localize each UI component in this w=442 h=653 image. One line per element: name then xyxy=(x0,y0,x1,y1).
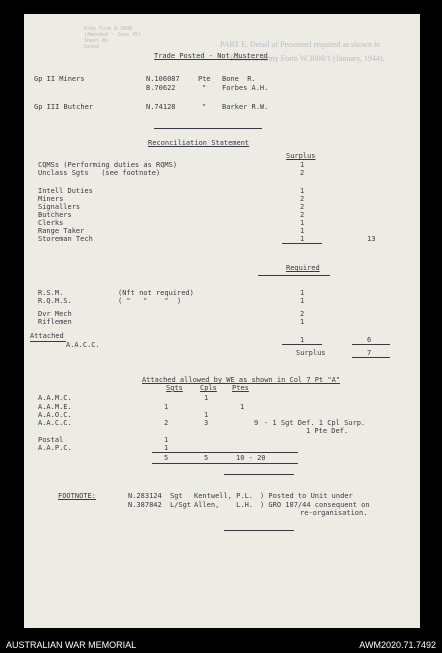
surplus-row-value: 1 xyxy=(300,227,305,235)
column-header: Ptes xyxy=(232,384,249,392)
table-cell: 1 xyxy=(164,444,169,452)
surplus-row-value: 1 xyxy=(300,235,305,243)
surplus-row-value: 2 xyxy=(300,203,305,211)
table-cell: 1 xyxy=(164,436,169,444)
table-cell: 1 xyxy=(204,411,209,419)
surplus-row-label: Unclass Sgts (see footnote) xyxy=(38,169,161,177)
form-stamp-line-1: Army Form W.3008 xyxy=(84,26,133,32)
form-part-title: PART E. Detail of Personnel required as shown in xyxy=(220,40,381,49)
required-heading: Required xyxy=(286,264,320,272)
surplus-row-value: 2 xyxy=(300,169,305,177)
table-cell: 1 xyxy=(164,403,169,411)
total-rule xyxy=(282,243,322,244)
footnote-text: re-organisation. xyxy=(300,509,368,517)
required-row-value: 1 xyxy=(300,318,305,326)
surplus-row-label: Butchers xyxy=(38,211,72,219)
table-row-unit: A.A.C.C. xyxy=(38,419,72,427)
footnote-label: FOOTNOTE: xyxy=(58,492,96,500)
surplus-row-label: Clerks xyxy=(38,219,64,227)
trade-name: Forbes A.H. xyxy=(222,84,269,92)
attached-value: 1 xyxy=(300,336,305,344)
column-header: Cpls xyxy=(200,384,217,392)
required-row-value: 1 xyxy=(300,297,305,305)
table-total: 5 xyxy=(204,454,209,462)
total-rule xyxy=(282,344,322,345)
trade-rank: " xyxy=(202,103,207,111)
trade-rank: Pte xyxy=(198,75,211,83)
footnote-name: Kentwell, P.L. xyxy=(194,492,254,500)
attached-rule xyxy=(30,341,66,342)
required-row-label: R.Q.M.S. xyxy=(38,297,72,305)
trade-rank: " xyxy=(202,84,207,92)
table-note: - 1 Sgt Def. 1 Cpl Surp. xyxy=(264,419,366,427)
table-row-unit: A.A.P.C. xyxy=(38,444,72,452)
total-rule xyxy=(352,357,390,358)
trade-number: N.74128 xyxy=(146,103,176,111)
column-header: Sgts xyxy=(166,384,183,392)
table-cell: 1 xyxy=(240,403,245,411)
footnote-name: Allen, L.H. xyxy=(194,501,254,509)
divider xyxy=(224,474,294,475)
surplus-net-label: Surplus xyxy=(296,349,326,357)
trade-section-title: Trade Posted - Not Mustered xyxy=(154,52,268,60)
surplus-net: 7 xyxy=(367,349,372,357)
surplus-row-label: CQMSs (Performing duties as RQMS) xyxy=(38,161,178,169)
surplus-row-label: Signallers xyxy=(38,203,81,211)
table-row-unit: A.A.M.C. xyxy=(38,394,72,402)
divider xyxy=(154,128,262,129)
surplus-row-value: 1 xyxy=(300,219,305,227)
reconciliation-title: Reconciliation Statement xyxy=(148,139,250,147)
footnote-number: N.387842 xyxy=(128,501,162,509)
attached-table-title: Attached allowed by WE as shown in Col 7 Pt "A" xyxy=(142,376,341,384)
not-required-note: (Nft not required) xyxy=(118,289,194,297)
footnote-number: N.283124 xyxy=(128,492,162,500)
table-note: 1 Pte Def. xyxy=(306,427,349,435)
divider xyxy=(224,530,294,531)
surplus-row-label: Miners xyxy=(38,195,64,203)
table-cell: 1 xyxy=(204,394,209,402)
surplus-heading: Surplus xyxy=(286,152,316,160)
table-row-unit: Postal xyxy=(38,436,64,444)
surplus-row-value: 2 xyxy=(300,195,305,203)
footnote-rank: Sgt xyxy=(170,492,183,500)
required-row-label: R.S.M. xyxy=(38,289,64,297)
total-rule xyxy=(152,463,298,464)
form-part-subtitle: Part A of Army Form W.3008/1 (January, 1944). xyxy=(230,54,385,63)
table-row-unit: A.A.M.E. xyxy=(38,403,72,411)
total-rule xyxy=(352,344,390,345)
total-rule xyxy=(152,452,298,453)
table-row-unit: A.A.O.C. xyxy=(38,411,72,419)
trade-name: Barker R.W. xyxy=(222,103,269,111)
document-page xyxy=(24,14,420,628)
required-row-label: Riflemen xyxy=(38,318,72,326)
trade-group: Gp III Butcher xyxy=(34,103,94,111)
divider xyxy=(258,275,330,276)
surplus-row-label: Storeman Tech xyxy=(38,235,93,243)
required-row-value: 1 xyxy=(300,289,305,297)
footnote-text: ) Posted to Unit under xyxy=(260,492,353,500)
surplus-row-label: Range Taker xyxy=(38,227,85,235)
table-total: 5 xyxy=(164,454,169,462)
form-stamp-line-3: Sheet No xyxy=(84,38,109,44)
surplus-row-value: 2 xyxy=(300,211,305,219)
attached-unit: A.A.C.C. xyxy=(66,341,100,349)
trade-number: B.70622 xyxy=(146,84,176,92)
required-row-label: Dvr Mech xyxy=(38,310,72,318)
table-cell: 3 xyxy=(204,419,209,427)
footnote-rank: L/Sgt xyxy=(170,501,192,509)
required-row-value: 2 xyxy=(300,310,305,318)
footnote-text: ) GRO 187/44 consequent on xyxy=(260,501,370,509)
surplus-row-label: Intell Duties xyxy=(38,187,93,195)
accession-number: AWM2020.71.7492 xyxy=(359,640,436,650)
attached-label: Attached xyxy=(30,332,64,340)
surplus-total: 13 xyxy=(367,235,376,243)
form-stamp-line-4: Dated xyxy=(84,44,100,50)
table-total: 10 - 20 xyxy=(236,454,266,462)
form-stamp-line-2: (Amended - June 45) xyxy=(84,32,142,38)
required-total: 6 xyxy=(367,336,372,344)
table-cell: 2 xyxy=(164,419,169,427)
trade-name: Bone R. xyxy=(222,75,256,83)
table-cell: 9 xyxy=(254,419,259,427)
trade-number: N.106087 xyxy=(146,75,180,83)
surplus-row-value: 1 xyxy=(300,187,305,195)
surplus-row-value: 1 xyxy=(300,161,305,169)
trade-group: Gp II Miners xyxy=(34,75,85,83)
ditto-note: ( " " " ) xyxy=(118,297,182,305)
institution-credit: AUSTRALIAN WAR MEMORIAL xyxy=(6,640,137,650)
